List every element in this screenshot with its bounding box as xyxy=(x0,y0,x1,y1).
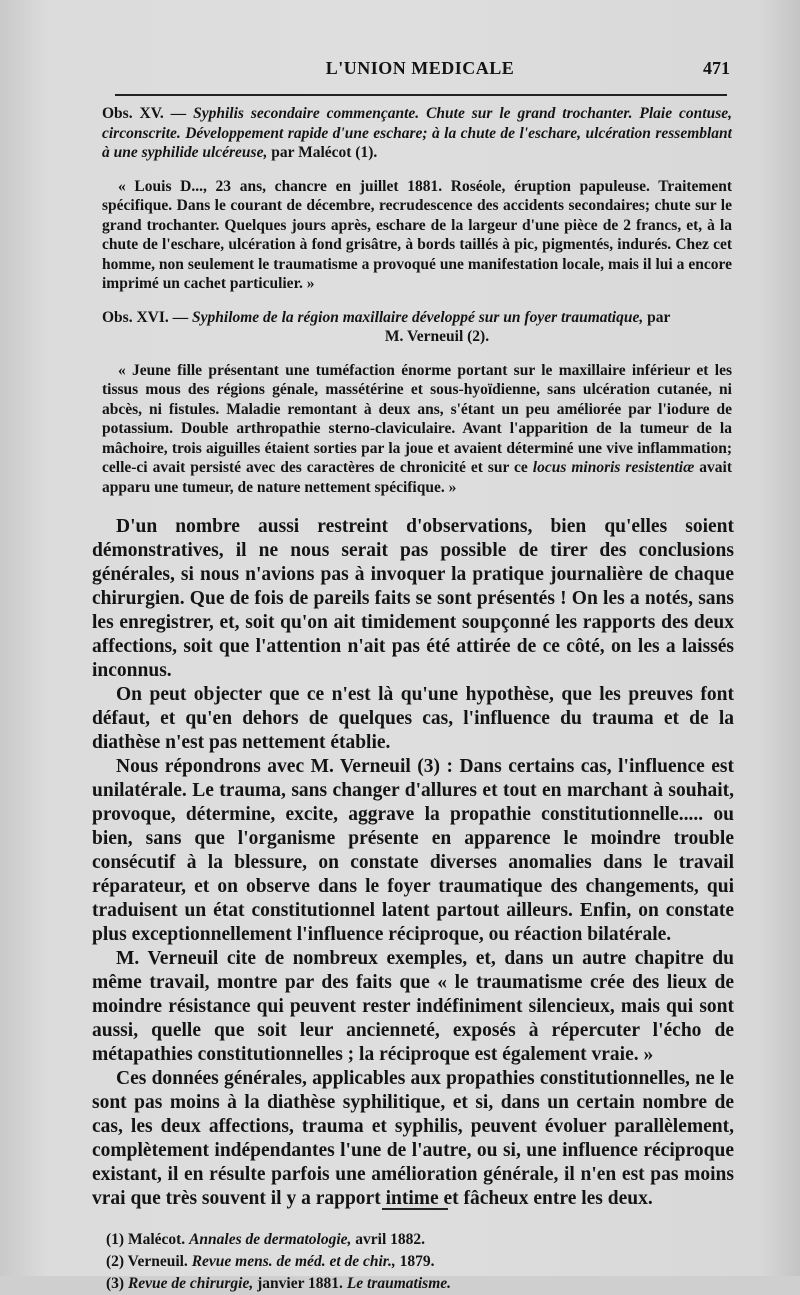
body-paragraph-2: On peut objecter que ce n'est là qu'une hypothèse, que les preuves font défaut, et qu'en dehors de quelques cas, l'influence du trauma et de la diathèse n'est pas nettement établie. xyxy=(92,684,734,753)
main-text xyxy=(92,515,734,1211)
observation-16-title-tail: par xyxy=(643,308,671,326)
footnote-2-number: (2) Verneuil. xyxy=(106,1253,192,1270)
observation-15-author: par Malécot (1). xyxy=(267,144,378,161)
body-paragraph-5: Ces données générales, applicables aux propathies constitutionnelles, ne le sont pas moins à la diathèse syphilitique, et si, dans un certain nombre de cas, les deux affections, trauma et syphilis, peuvent évoluer parallèlement, complètement indépendantes l'une de l'autre, ou si, une influence réciproque existant, il en résulte parfois une amélioration générale, il n'en est pas moins vrai que très souvent il y a rapport intime et fâcheux entre les deux. xyxy=(92,1068,734,1209)
header-rule xyxy=(115,94,727,96)
footnote-3 xyxy=(106,1273,734,1295)
footnote-2 xyxy=(106,1251,734,1273)
end-rule xyxy=(382,1208,448,1210)
observation-16-number: Obs. XVI. — xyxy=(102,308,193,326)
footnote-1 xyxy=(106,1229,734,1251)
observation-16-quote xyxy=(102,361,732,498)
body-paragraph-3: Nous répondrons avec M. Verneuil (3) : Dans certains cas, l'influence est unilatérale. Le trauma, sans changer d'allures et tout en marchant à souhait, provoque, détermine, excite, aggrave la propathie constitutionnelle..... ou bien, sans que l'organisme présente en apparence le moindre trouble consécutif à la blessure, on constate diverses anomalies dans le travail réparateur, et on observe dans le foyer traumatique des changements, qui traduisent un état constitutionnel latent partout ailleurs. Enfin, on constate plus exceptionnellement l'influence réciproque, ou réaction bilatérale. xyxy=(92,756,734,945)
page-number: 471 xyxy=(703,58,730,78)
observation-16-author: M. Verneuil (2). xyxy=(384,328,490,345)
observation-16-quote-part2: avait apparu une tumeur, de nature nettement spécifique. » xyxy=(102,459,732,496)
observation-16-quote-part1: « Jeune fille présentant une tuméfaction énorme portant sur le maxillaire inférieur et les tissus mous des régions génale, massétérine et sous-hyoïdienne, sans ulcération cutanée, ni abcès, ni fistules. Maladie remontant à deux ans, s'étant un peu améliorée par l'iodure de potassium. Double arthropathie sterno-claviculaire. Avant l'apparition de la tumeur de la mâchoire, trois aiguilles étaient sorties par la joue et avaient déterminé une vive inflammation; celle-ci avait persisté avec des caractères de chronicité et sur ce xyxy=(102,361,732,476)
observation-16-quote-latin: locus minoris resistentiæ xyxy=(532,459,695,476)
footnote-3-journal: Revue de chirurgie, xyxy=(127,1275,254,1292)
body-paragraph-1: D'un nombre aussi restreint d'observations, bien qu'elles soient démonstratives, il ne nous serait pas possible de tirer des conclusions générales, si nous n'avions pas à invoquer la pratique journalière de chaque chirurgien. Que de fois de pareils faits se sont présentés ! On les a notés, sans les enregistrer, et, soit qu'on ait timidement soupçonné les rapports des deux affections, soit que l'attention n'ait pas été attirée de ce côté, on les a laissés inconnus. xyxy=(92,516,734,681)
body-paragraph-4: M. Verneuil cite de nombreux exemples, et, dans un autre chapitre du même travail, montre par des faits que « le traumatisme crée des lieux de moindre résistance qui peuvent rester indéfiniment silencieux, mais qui sont aussi, quelle que soit leur ancienneté, exposés à répercuter l'écho de métapathies constitutionnelles ; la réciproque est également vraie. » xyxy=(92,948,734,1065)
observation-16-heading xyxy=(102,308,732,347)
footnote-3-number: (3) xyxy=(106,1275,128,1292)
page-header xyxy=(110,58,730,88)
observation-15-heading xyxy=(102,104,732,163)
footnote-2-journal: Revue mens. de méd. et de chir., xyxy=(191,1253,396,1270)
footnote-1-journal: Annales de dermatologie, xyxy=(189,1231,352,1248)
footnote-1-date: avril 1882. xyxy=(351,1231,426,1248)
footnote-1-number: (1) Malécot. xyxy=(106,1231,190,1248)
observation-16-title: Syphilome de la région maxillaire développé sur un foyer traumatique, xyxy=(192,308,644,326)
footnote-3-date: janvier 1881. xyxy=(253,1275,347,1292)
running-title: L'UNION MEDICALE xyxy=(325,58,515,78)
footnote-3-title: Le traumatisme. xyxy=(346,1275,452,1292)
observation-15-number: Obs. XV. — xyxy=(102,105,194,122)
observation-15-quote: « Louis D..., 23 ans, chancre en juillet 1881. Roséole, éruption papuleuse. Traitement spécifique. Dans le courant de décembre, recrudescence des accidents secondaires; chute sur le grand trochanter. Quelques jours après, eschare de la largeur d'une pièce de 2 francs, et, à la chute de l'eschare, ulcération à fond grisâtre, à bords taillés à pic, pigmentés, indurés. Chez cet homme, non seulement le traumatisme a provoqué une manifestation locale, mais il lui a encore imprimé un cachet particulier. » xyxy=(102,177,732,292)
page-content xyxy=(84,104,734,1295)
observation-15-title: Syphilis secondaire commençante. Chute sur le grand trochanter. Plaie contuse, circonscrite. Développement rapide d'une eschare; à la chute de l'eschare, ulcération ressemblant à une syphilide ulcéreuse, xyxy=(102,105,732,161)
footnotes xyxy=(106,1229,734,1295)
footnote-2-date: 1879. xyxy=(395,1253,435,1270)
